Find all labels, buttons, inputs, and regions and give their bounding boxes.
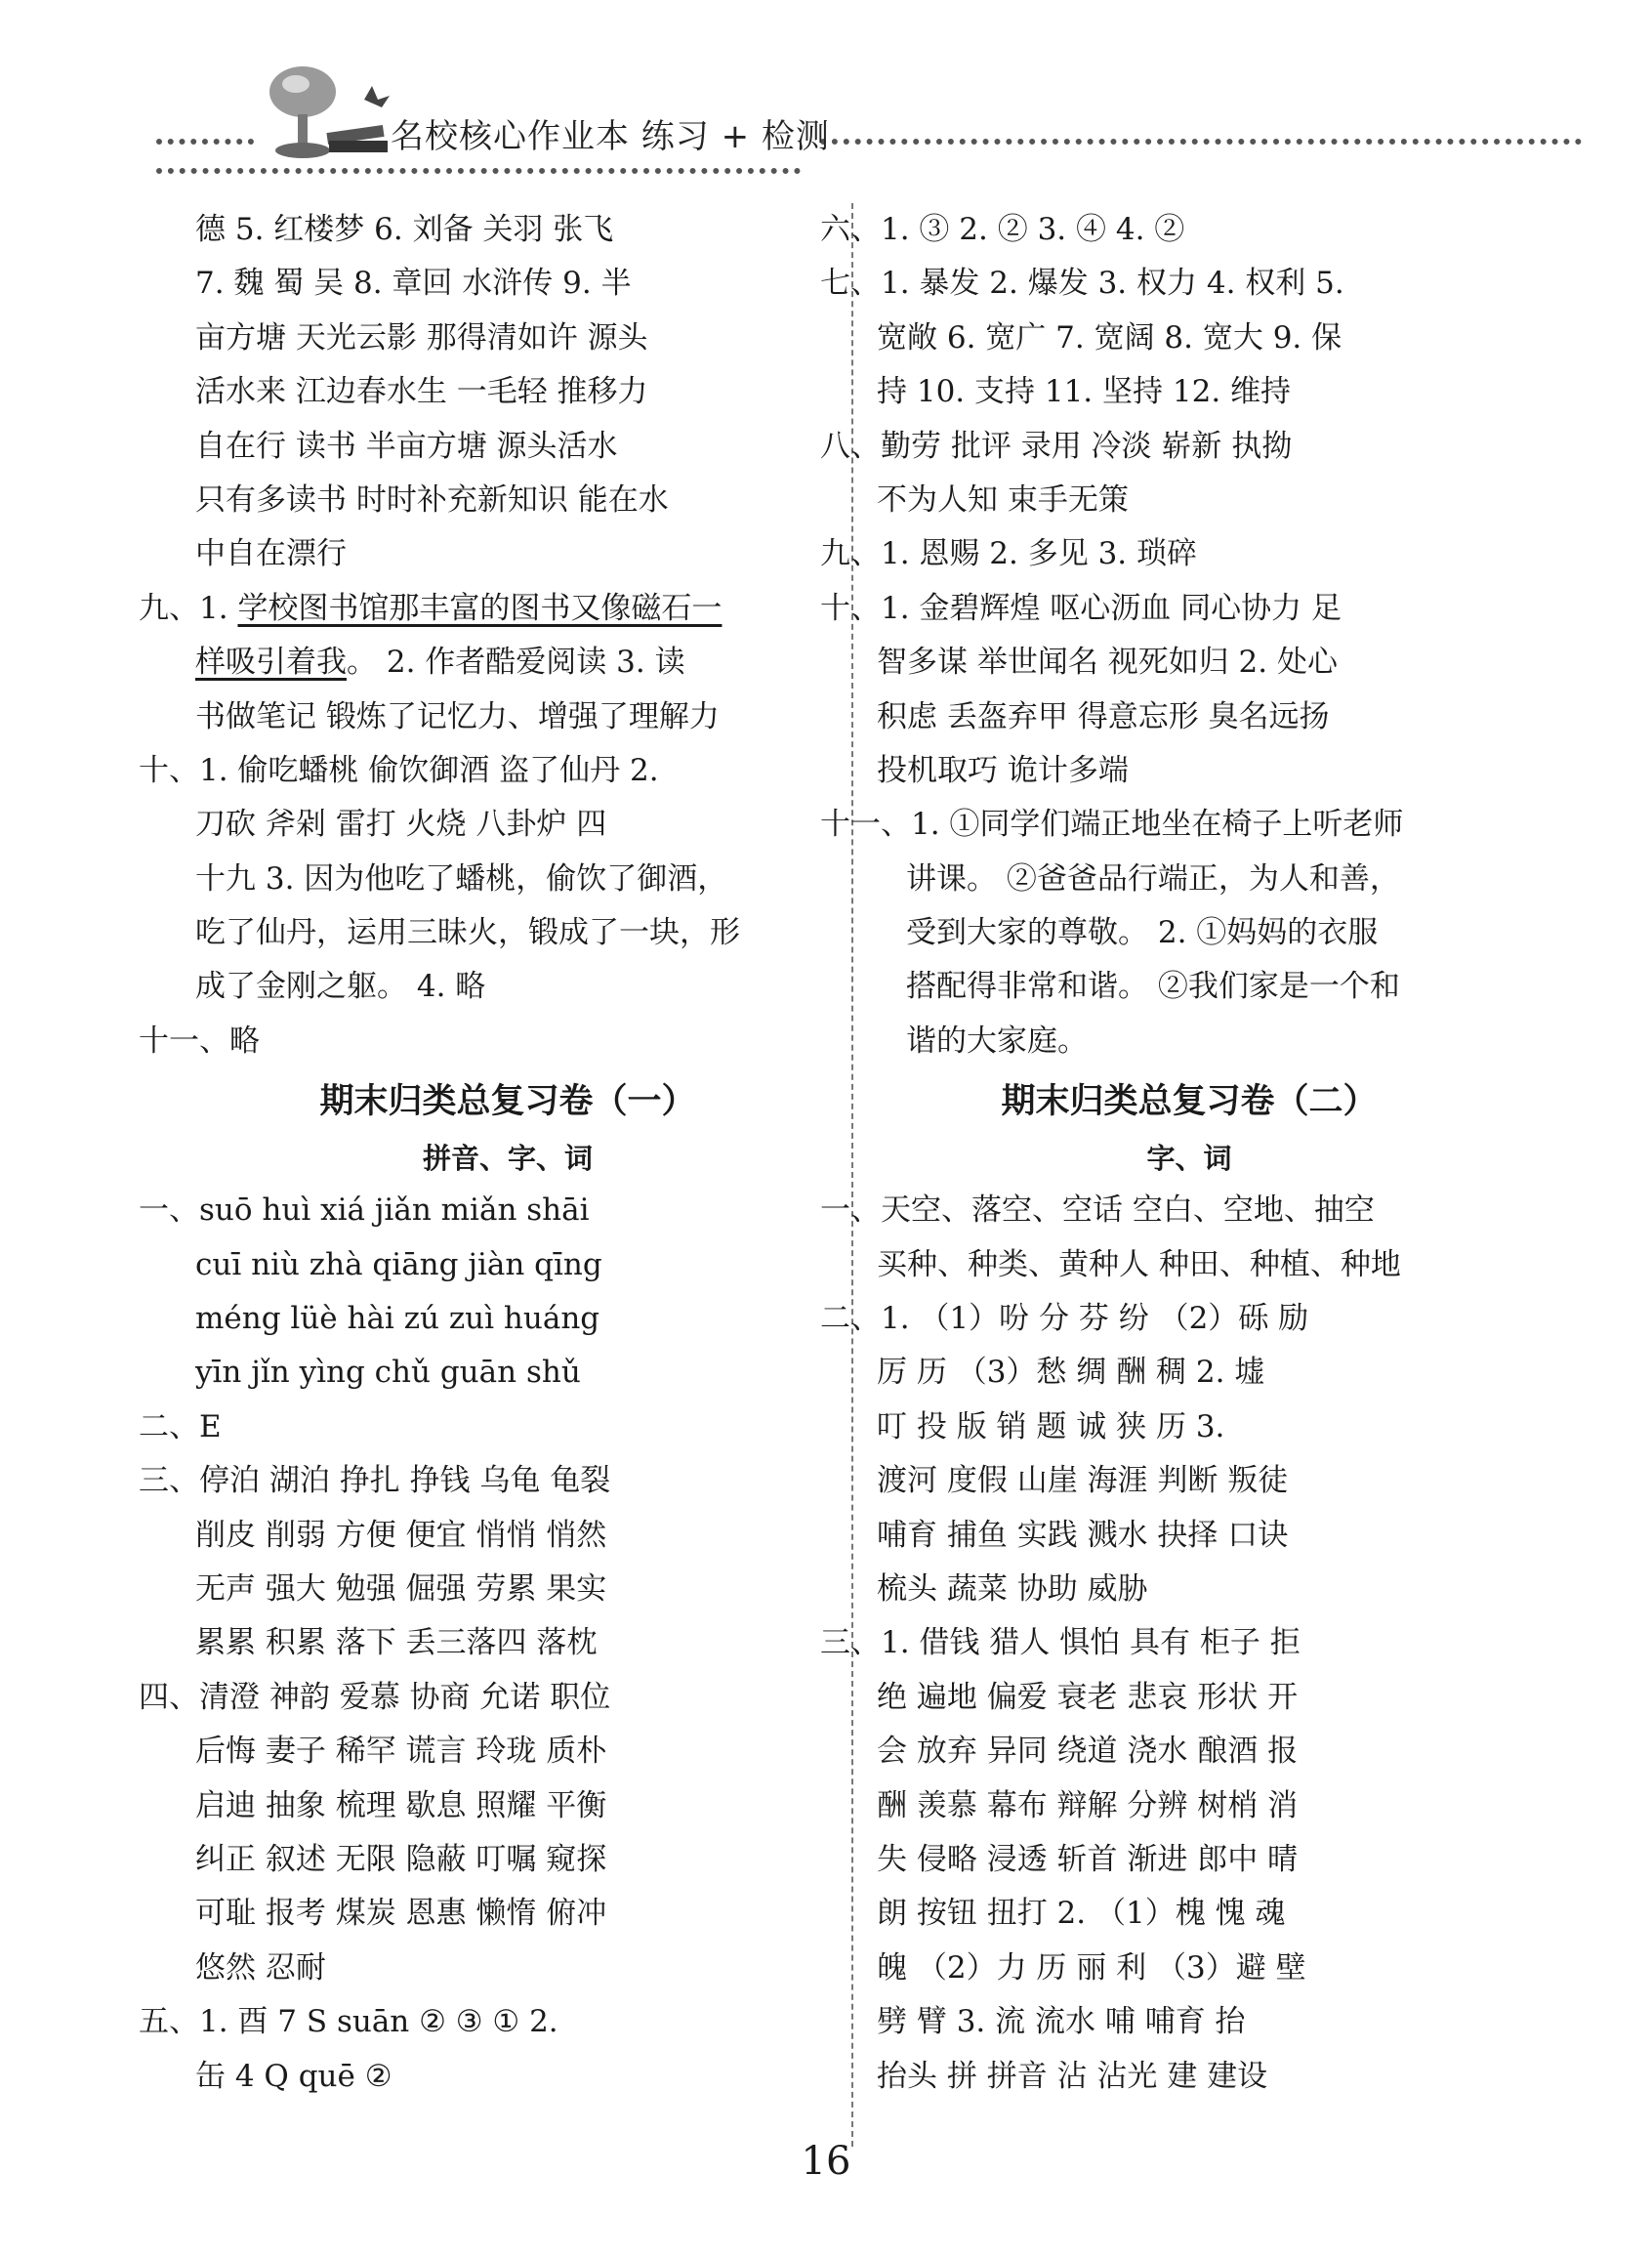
answer-line: 7. 魏 蜀 吴 8. 章回 水浒传 9. 半 [195,266,632,302]
answer-line: 九、1. 恩赐 2. 多见 3. 琐碎 [820,536,1198,572]
answer-line: 受到大家的尊敬。 2. ①妈妈的衣服 [906,915,1379,951]
right-column [820,203,1502,2104]
answer-line: 只有多读书 时时补充新知识 能在水 [195,481,669,518]
header-dots-left [156,139,254,145]
answer-line: 积虑 丢盔弃甲 得意忘形 臭名远扬 [877,698,1330,734]
brand-title: 名校核心作业本 练习 + 检测 [391,117,830,156]
answer-line: 三、停泊 湖泊 挣扎 挣钱 乌龟 龟裂 [139,1463,611,1499]
answer-line: 失 侵略 浸透 斩首 渐进 郎中 晴 [877,1841,1299,1877]
column-divider [851,203,853,2147]
answer-line: 启迪 抽象 梳理 歇息 照耀 平衡 [195,1787,607,1823]
left-column [139,203,820,2104]
answer-line: 六、1. ③ 2. ② 3. ④ 4. ② [820,212,1185,247]
answer-line: 智多谋 举世闻名 视死如归 2. 处心 [877,645,1338,681]
answer-line: 可耻 报考 煤炭 恩惠 懒惰 俯冲 [195,1896,607,1932]
answer-line: 二、1. （1）吩 分 芬 纷 （2）砾 励 [820,1301,1309,1337]
section-subtitle: 字、词 [1146,1142,1232,1176]
answer-line: 一、天空、落空、空话 空白、空地、抽空 [820,1192,1375,1229]
answer-line: 二、E [139,1408,222,1444]
page-number: 16 [801,2139,851,2184]
answer-line: 书做笔记 锻炼了记忆力、增强了理解力 [195,698,720,734]
section-title: 期末归类总复习卷（一） [319,1082,696,1122]
answer-line: 一、suō huì xiá jiǎn miǎn shāi [139,1192,590,1229]
answer-line: 亩方塘 天光云影 那得清如许 源头 [195,319,648,355]
answer-line: 三、1. 借钱 猎人 惧怕 具有 柜子 拒 [820,1625,1301,1661]
answer-line: 中自在漂行 [195,536,347,572]
answer-line: 宽敞 6. 宽广 7. 宽阔 8. 宽大 9. 保 [877,319,1342,355]
answer-line: 德 5. 红楼梦 6. 刘备 关羽 张飞 [195,212,614,247]
item-number: 九、1. [139,590,238,626]
answer-line: 悠然 忍耐 [195,1949,326,1986]
answer-line: 八、勤劳 批评 录用 冷淡 崭新 执拗 [820,428,1293,464]
answer-line: 抬头 拼 拼音 沾 沾光 建 建设 [877,2058,1268,2094]
answer-line: 哺育 捕鱼 实践 溅水 抉择 口诀 [877,1517,1289,1553]
answer-line: 纠正 叙述 无限 隐蔽 叮嘱 窥探 [195,1841,607,1877]
answer-line: 会 放弃 异同 绕道 浇水 酿酒 报 [877,1734,1299,1770]
answer-line: 不为人知 束手无策 [877,481,1129,518]
answer-line: 削皮 削弱 方便 便宜 悄悄 悄然 [195,1517,607,1553]
underlined-answer: 样吸引着我 [195,645,347,681]
answer-line: 自在行 读书 半亩方塘 源头活水 [195,428,618,464]
answer-line: 后悔 妻子 稀罕 谎言 玲珑 质朴 [195,1734,607,1770]
answer-line: 四、清澄 神韵 爱慕 协商 允诺 职位 [139,1679,611,1715]
answer-line: 活水来 江边春水生 一毛轻 推移力 [195,374,648,410]
answer-line: 十、1. 金碧辉煌 呕心沥血 同心协力 足 [820,590,1342,626]
page-header [0,0,1652,195]
answer-line: 谐的大家庭。 [906,1023,1088,1059]
answer-line: 吃了仙丹，运用三昧火，锻成了一块，形 [195,915,740,951]
answer-line: 持 10. 支持 11. 坚持 12. 维持 [877,374,1292,410]
answer-line: 叮 投 版 销 题 诚 狭 历 3. [877,1408,1225,1444]
section-subtitle: 拼音、字、词 [422,1142,593,1176]
answer-line: 搭配得非常和谐。 ②我们家是一个和 [906,969,1400,1005]
answer-line: 魄 （2）力 历 丽 利 （3）避 壁 [877,1949,1306,1986]
answer-line: 十一、略 [139,1023,260,1059]
answer-line: 累累 积累 落下 丢三落四 落枕 [195,1625,598,1661]
answer-line: 缶 4 Q quē ② [195,2058,392,2094]
answer-line: 七、1. 暴发 2. 爆发 3. 权力 4. 权利 5. [820,266,1344,302]
answer-line: yīn jǐn yìng chǔ guān shǔ [195,1355,581,1391]
answer-line: 无声 强大 勉强 倔强 劳累 果实 [195,1570,607,1607]
section-title: 期末归类总复习卷（二） [1001,1082,1378,1122]
answer-line: 渡河 度假 山崖 海涯 判断 叛徒 [877,1463,1289,1499]
answer-item-9-line-1 [139,582,820,636]
answer-line: 绝 遍地 偏爱 衰老 悲哀 形状 开 [877,1679,1299,1715]
answer-line: 买种、种类、黄种人 种田、种植、种地 [877,1246,1401,1282]
answer-line: 朗 按钮 扭打 2. （1）槐 愧 魂 [877,1896,1286,1932]
answer-line: 劈 臂 3. 流 流水 哺 哺育 抬 [877,2004,1246,2040]
answer-line: 投机取巧 诡计多端 [877,752,1129,788]
answer-line: 厉 历 （3）愁 绸 酬 稠 2. 墟 [877,1355,1265,1391]
answer-line: 梳头 蔬菜 协助 威胁 [877,1570,1148,1607]
answer-line: cuī niù zhà qiāng jiàn qīng [195,1246,602,1282]
answer-line: 十、1. 偷吃蟠桃 偷饮御酒 盗了仙丹 2. [139,752,659,788]
answer-line: 刀砍 斧剁 雷打 火烧 八卦炉 四 [195,807,607,843]
answer-item-9-line-2 [195,636,820,690]
lamp-books-logo-icon [249,61,395,168]
header-dots-second-row [156,168,801,174]
underlined-answer: 学校图书馆那丰富的图书又像磁石一 [237,590,723,626]
answer-line: méng lüè hài zú zuì huáng [195,1301,600,1337]
answer-line: 酬 羡慕 幕布 辩解 分辨 树梢 消 [877,1787,1299,1823]
answer-line: 五、1. 酉 7 S suān ② ③ ① 2. [139,2004,558,2040]
answer-text: 。 2. 作者酷爱阅读 3. 读 [347,645,685,681]
answer-line: 十九 3. 因为他吃了蟠桃，偷饮了御酒， [195,860,728,897]
header-dots-right [820,139,1582,145]
answer-line: 十一、1. ①同学们端正地坐在椅子上听老师 [820,807,1404,843]
answer-line: 成了金刚之躯。 4. 略 [195,969,486,1005]
answer-line: 讲课。 ②爸爸品行端正，为人和善， [906,860,1400,897]
